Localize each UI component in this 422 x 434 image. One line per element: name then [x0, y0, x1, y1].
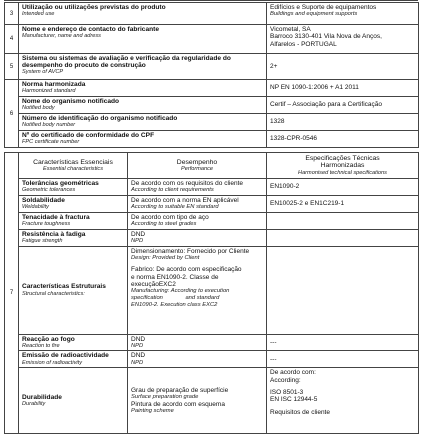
label-cell — [19, 3, 267, 25]
characteristic-pt: Soldabilidade — [22, 196, 65, 204]
row-number: 4 — [5, 25, 19, 54]
characteristic-pt: Tenacidade à fractura — [22, 213, 90, 221]
characteristic-en: Structural characteristics: — [22, 290, 85, 297]
performance-pt: De acordo com a norma EN aplicável — [131, 196, 239, 204]
characteristic-en: Reaction to fire — [22, 342, 60, 349]
notified-body-value: Certif – Associação para a Certificação — [270, 101, 382, 109]
durability-line: Pintura de acordo com esquema — [131, 400, 225, 408]
manufacturer-name: Vicometal, SA — [270, 26, 311, 33]
characteristic-pt: Resistência à fadiga — [22, 230, 86, 238]
structural-line: execuçãoEXC2 — [131, 281, 176, 289]
value-cell — [267, 25, 419, 54]
table-row — [5, 195, 419, 212]
characteristic-en: Fatigue strength — [22, 237, 63, 244]
declaration-of-performance-page — [4, 0, 418, 416]
label-pt: Nome e endereço de contacto do fabricante — [22, 26, 160, 33]
spec-cell — [267, 229, 419, 246]
spec-cell — [267, 179, 419, 196]
label-pt: Nº do certificado de conformidade do CPF — [22, 132, 155, 139]
row-number: 3 — [5, 3, 19, 25]
label-en: Notified body — [22, 105, 55, 112]
header-en: Essential characteristics — [43, 165, 103, 172]
header-pt: Desempenho — [176, 158, 218, 166]
characteristic-cell — [19, 212, 128, 229]
structural-line: EN1090-2. Execution class EXC2 — [131, 301, 218, 308]
label-pt-2: desempenho do procuto de construção — [22, 62, 146, 70]
value-cell — [267, 3, 419, 25]
label-en: FPC certificate number — [22, 139, 80, 146]
structural-line: Dimensionamento: Fornecido por Cliente — [131, 247, 250, 255]
label-cell — [19, 114, 267, 131]
performance-pt: De acordo com os requisitos do cliente — [131, 180, 244, 187]
value-cell — [267, 131, 419, 148]
fpc-certificate-value: 1328-CPR-0546 — [270, 135, 317, 143]
characteristic-pt: Reacção ao fogo — [22, 335, 75, 343]
characteristic-cell — [19, 179, 128, 196]
structural-line: Fabrico: De acordo com especificação — [131, 266, 242, 274]
durability-spec-line: Requisitos de cliente — [270, 408, 330, 416]
label-pt: Norma harmonizada — [22, 81, 86, 88]
performance-pt: DND — [131, 352, 146, 360]
row-fpc-certificate — [5, 131, 419, 148]
label-cell — [19, 80, 267, 97]
label-en: Intended use — [22, 11, 55, 18]
row-notified-body-number — [5, 114, 419, 131]
performance-en: According to client requirements — [131, 187, 214, 194]
fire-row — [5, 334, 419, 351]
manufacturer-address-1: Barroco 3130-401 Vila Nova de Anços, — [270, 33, 382, 41]
performance-table — [4, 152, 419, 434]
performance-en: NPD — [131, 237, 144, 244]
label-cell — [19, 54, 267, 80]
spec-value: --- — [270, 338, 277, 346]
structural-line: Design: Provided by Client — [131, 254, 200, 261]
characteristic-pt: Emissão de radioactividade — [22, 352, 109, 360]
performance-cell — [128, 179, 267, 196]
performance-en: According to steel grades — [131, 221, 197, 228]
performance-en: According to suitable EN standard — [131, 204, 219, 211]
header-en: Harmonised technical specifications — [298, 169, 387, 176]
spec-cell — [267, 246, 419, 334]
label-en: Harmonized standard — [22, 88, 76, 95]
value-cell — [267, 80, 419, 97]
row-intended-use — [5, 3, 419, 25]
row-number: 7 — [5, 153, 19, 434]
spec-value: EN1090-2 — [270, 183, 300, 191]
product-info-table — [4, 2, 419, 148]
characteristic-cell — [19, 334, 128, 351]
label-pt: Nome do organismo notificado — [22, 98, 120, 105]
table-row — [5, 179, 419, 196]
notified-body-number-value: 1328 — [270, 118, 285, 126]
characteristic-en: Geometric tolerances — [22, 187, 76, 194]
structural-line: Manufacturing: According to execution — [131, 288, 230, 295]
value-cell — [267, 97, 419, 114]
spec-cell — [267, 351, 419, 368]
header-specifications — [267, 153, 419, 179]
durability-spec-cell — [267, 368, 419, 434]
performance-cell — [128, 351, 267, 368]
characteristic-cell — [19, 246, 128, 334]
row-notified-body — [5, 97, 419, 114]
row-harmonized-standard — [5, 80, 419, 97]
characteristic-pt: Tolerâncias geométricas — [22, 180, 99, 187]
avcp-value: 2+ — [270, 62, 278, 70]
characteristic-en: Fracture toughness — [22, 220, 71, 227]
header-characteristics — [19, 153, 128, 179]
row-manufacturer — [5, 25, 419, 54]
characteristic-en: Durability — [22, 401, 46, 408]
performance-pt: DND — [131, 230, 146, 238]
label-en: Notified body number — [22, 122, 76, 129]
label-cell — [19, 97, 267, 114]
structural-line: e norma EN1090-2. Classe de — [131, 273, 219, 281]
value-en: Buildings and equipment supports — [270, 11, 358, 18]
performance-pt: DND — [131, 335, 146, 343]
characteristic-pt: Durabilidade — [22, 394, 62, 402]
row-number: 6 — [5, 80, 19, 148]
label-pt: Número de identificação do organismo notificado — [22, 115, 178, 122]
manufacturer-address-2: Alfarelos - PORTUGAL — [270, 40, 337, 48]
spec-cell — [267, 212, 419, 229]
header-performance — [128, 153, 267, 179]
top-border — [4, 0, 418, 3]
structural-performance-cell — [128, 246, 267, 334]
label-en: Manufacturer, name and adress — [22, 33, 101, 40]
label-pt-1: Sistema ou sistemas de avaliação e verificação da regularidade do — [22, 55, 231, 62]
structural-line: specification and standard — [131, 294, 220, 301]
performance-cell — [128, 195, 267, 212]
durability-performance-cell — [128, 368, 267, 434]
performance-cell — [128, 334, 267, 351]
spec-value: EN10025-2 e EN1C219-1 — [270, 200, 345, 208]
label-cell — [19, 25, 267, 54]
value-cell — [267, 54, 419, 80]
performance-cell — [128, 212, 267, 229]
performance-en: NPD — [131, 359, 144, 366]
performance-cell — [128, 229, 267, 246]
characteristic-cell — [19, 351, 128, 368]
durability-spec-line: According: — [270, 376, 301, 384]
durability-line: Grau de preparação de superfície — [131, 386, 229, 394]
table-row — [5, 212, 419, 229]
durability-line: Painting scheme — [131, 408, 174, 415]
header-pt: Características Essenciais — [33, 158, 113, 166]
value-pt: Edifícios e Suporte de equipamentos — [270, 4, 377, 11]
durability-spec-line: EN ISC 12944-5 — [270, 396, 318, 404]
characteristic-en: Weldability — [22, 204, 49, 211]
performance-en: NPD — [131, 342, 144, 349]
characteristic-pt: Características Estruturais — [22, 283, 106, 291]
row-avcp-system — [5, 54, 419, 80]
spec-cell — [267, 334, 419, 351]
durability-spec-line: De acordo com: — [270, 369, 316, 377]
standard-value: NP EN 1090-1:2006 + A1 2011 — [270, 84, 359, 92]
table-row — [5, 229, 419, 246]
performance-header-row — [5, 153, 419, 179]
characteristic-en: Emission of radioactivity — [22, 359, 82, 366]
label-cell — [19, 131, 267, 148]
value-cell — [267, 114, 419, 131]
header-pt-1: Especificações Técnicas — [305, 155, 380, 163]
characteristic-cell — [19, 368, 128, 434]
performance-pt: De acordo com tipo de aço — [131, 213, 209, 221]
structural-row — [5, 246, 419, 334]
radioactivity-row — [5, 351, 419, 368]
header-pt-2: Harmonizadas — [320, 162, 365, 170]
durability-row — [5, 368, 419, 434]
header-en: Performance — [180, 165, 214, 172]
spec-value: --- — [270, 355, 277, 363]
characteristic-cell — [19, 195, 128, 212]
row-number: 5 — [5, 54, 19, 80]
label-pt: Utilização ou utilizações previstas do produto — [22, 4, 166, 11]
durability-line: Surface preparation grade — [131, 394, 199, 401]
label-en: System of AVCP — [22, 69, 64, 76]
durability-spec-line: ISO 8501-3 — [270, 388, 304, 396]
characteristic-cell — [19, 229, 128, 246]
spec-cell — [267, 195, 419, 212]
